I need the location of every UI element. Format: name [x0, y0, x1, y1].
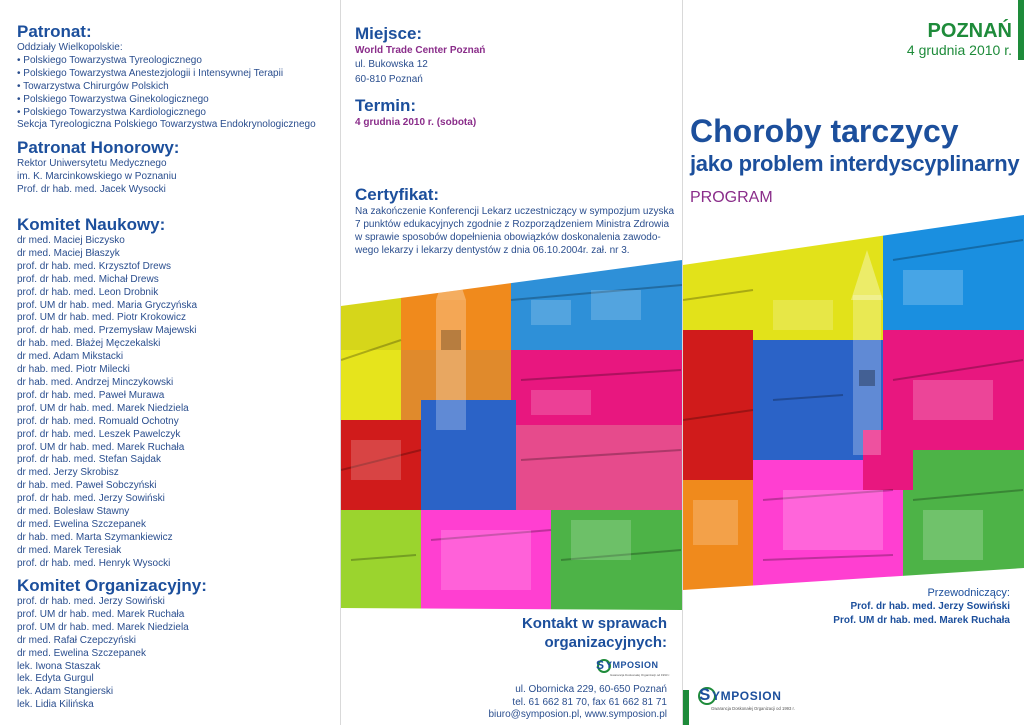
- list-item: dr hab. med. Błażej Męczekalski: [17, 338, 161, 350]
- venue-name: World Trade Center Poznań: [355, 45, 486, 56]
- list-item: dr hab. med. Marta Szymankiewicz: [17, 531, 173, 543]
- list-item: dr hab. med. Andrzej Minczykowski: [17, 376, 174, 388]
- contact-line[interactable]: biuro@symposion.pl, www.symposion.pl: [488, 709, 667, 720]
- list-item: lek. Edyta Gurgul: [17, 673, 94, 685]
- list-item: prof. UM dr hab. med. Marek Niedziela: [17, 402, 189, 414]
- committees-panel: [0, 0, 340, 725]
- list-item: • Polskiego Towarzystwa Kardiologicznego: [17, 106, 206, 118]
- patronat-section: [17, 22, 337, 132]
- symposion-logo-small: [596, 657, 671, 681]
- address-line: ul. Bukowska 12: [355, 59, 428, 70]
- logo-letter: S: [699, 685, 711, 704]
- honorowy-list: [17, 158, 337, 197]
- cover-program: PROGRAM: [690, 189, 773, 206]
- cover-subtitle: jako problem interdyscyplinarny: [690, 151, 1020, 176]
- naukowy-heading: Komitet Naukowy:: [17, 215, 166, 234]
- contact-line: ul. Obornicka 229, 60-650 Poznań: [515, 684, 667, 695]
- symposion-logo-large: [697, 684, 793, 716]
- list-item: prof. dr hab. med. Michał Drews: [17, 273, 159, 285]
- list-item: • Towarzystwa Chirurgów Polskich: [17, 80, 169, 92]
- honorowy-heading: Patronat Honorowy:: [17, 138, 180, 157]
- logo-tagline: Gwarancja Doskonałej Organizacji od 1993 r.: [610, 673, 671, 677]
- logo-name: YMPOSION: [606, 660, 659, 670]
- list-item: im. K. Marcinkowskiego w Poznaniu: [17, 170, 177, 182]
- list-item: dr med. Jerzy Skrobisz: [17, 467, 119, 479]
- list-item: prof. UM dr hab. med. Marek Niedziela: [17, 621, 189, 633]
- city-label: POZNAŃ: [927, 20, 1012, 42]
- list-item: dr med. Ewelina Szczepanek: [17, 647, 146, 659]
- cover-title: Choroby tarczycy: [690, 113, 959, 149]
- list-item: • Polskiego Towarzystwa Anestezjologii i Intensywnej Terapii: [17, 67, 284, 79]
- paragraph-line: 7 punktów edukacyjnych zgodnie z Rozporządzeniem Ministra Zdrowia: [355, 219, 670, 230]
- kontakt-details: [461, 684, 667, 722]
- list-item: • Polskiego Towarzystwa Ginekologicznego: [17, 93, 209, 105]
- list-item: prof. dr hab. med. Jerzy Sowiński: [17, 596, 165, 607]
- list-item: dr med. Bolesław Stawny: [17, 506, 130, 518]
- chairs-block: [833, 586, 1010, 628]
- info-panel: [341, 0, 682, 725]
- address-line: 60-810 Poznań: [355, 74, 423, 85]
- list-item: dr med. Adam Mikstacki: [17, 351, 124, 363]
- cover-panel: [683, 0, 1024, 725]
- kontakt-heading-line: Kontakt w sprawach: [521, 615, 667, 632]
- list-item: prof. dr hab. med. Przemysław Majewski: [17, 325, 197, 337]
- list-item: prof. dr hab. med. Paweł Murawa: [17, 389, 165, 401]
- naukowy-list: [17, 235, 337, 571]
- date-label: 4 grudnia 2010 r.: [906, 42, 1012, 58]
- list-item: prof. UM dr hab. med. Marek Ruchała: [17, 608, 185, 620]
- list-item: prof. dr hab. med. Romuald Ochotny: [17, 415, 179, 427]
- paragraph-line: wego lekarzy i lekarzy dentystów z dnia 06.10.2004r. zał. nr 3.: [355, 245, 630, 256]
- list-item: lek. Iwona Staszak: [17, 660, 101, 672]
- paragraph-line: w sprawie sposobów dopełnienia obowiązków doskonalenia zawodo-: [355, 232, 661, 243]
- list-item: dr hab. med. Paweł Sobczyński: [17, 480, 157, 492]
- list-item: Sekcja Tyreologiczna Polskiego Towarzystwa Endokrynologicznego: [17, 119, 316, 131]
- termin-heading: Termin:: [355, 96, 417, 115]
- list-item: prof. dr hab. med. Leon Drobnik: [17, 286, 159, 298]
- chair-name: Prof. UM dr hab. med. Marek Ruchała: [833, 615, 1010, 626]
- list-item: prof. UM dr hab. med. Maria Gryczyńska: [17, 299, 198, 311]
- organizacyjny-section: [17, 576, 337, 712]
- list-item: prof. dr hab. med. Krzysztof Drews: [17, 260, 171, 272]
- event-date: 4 grudnia 2010 r. (sobota): [355, 117, 477, 128]
- logo-letter: S: [596, 658, 605, 672]
- list-item: Prof. dr hab. med. Jacek Wysocki: [17, 183, 166, 195]
- list-item: lek. Lidia Kilińska: [17, 699, 94, 711]
- logo-name: YMPOSION: [712, 689, 782, 703]
- list-item: lek. Adam Stangierski: [17, 686, 114, 698]
- list-item: • Polskiego Towarzystwa Tyreologicznego: [17, 54, 202, 66]
- organizacyjny-heading: Komitet Organizacyjny:: [17, 576, 207, 595]
- miejsce-heading: Miejsce:: [355, 24, 423, 43]
- list-item: dr med. Marek Teresiak: [17, 544, 122, 556]
- list-item: Rektor Uniwersytetu Medycznego: [17, 158, 167, 169]
- patronat-list: [17, 42, 337, 132]
- paragraph-line: Na zakończenie Konferencji Lekarz uczestniczący w sympozjum uzyska: [355, 206, 675, 217]
- list-item: dr med. Ewelina Szczepanek: [17, 518, 146, 530]
- patronat-heading: Patronat:: [17, 22, 92, 41]
- list-item: prof. UM dr hab. med. Piotr Krokowicz: [17, 312, 186, 324]
- organizacyjny-list: [17, 596, 337, 712]
- list-item: dr hab. med. Piotr Milecki: [17, 364, 130, 376]
- honorowy-section: [17, 138, 337, 197]
- list-item: dr med. Maciej Biczysko: [17, 235, 125, 246]
- list-item: dr med. Maciej Błaszyk: [17, 247, 120, 259]
- list-item: prof. dr hab. med. Jerzy Sowiński: [17, 493, 165, 505]
- chair-name: Prof. dr hab. med. Jerzy Sowiński: [850, 601, 1010, 612]
- list-item: prof. dr hab. med. Leszek Pawelczyk: [17, 428, 181, 440]
- certyfikat-heading: Certyfikat:: [355, 185, 440, 204]
- naukowy-section: [17, 215, 337, 571]
- contact-line: tel. 61 662 81 70, fax 61 662 81 71: [512, 696, 667, 708]
- chairs-label: Przewodniczący:: [927, 587, 1010, 599]
- list-item: Oddziały Wielkopolskie:: [17, 42, 123, 53]
- list-item: dr med. Rafał Czepczyński: [17, 634, 136, 646]
- kontakt-heading-line: organizacyjnych:: [544, 634, 667, 651]
- kontakt-heading: [491, 614, 667, 652]
- logo-tagline: Gwarancja Doskonałej Organizacji od 1993 r.: [711, 706, 795, 711]
- kontakt-section: [491, 614, 667, 652]
- list-item: prof. UM dr hab. med. Marek Ruchała: [17, 441, 185, 453]
- list-item: prof. dr hab. med. Henryk Wysocki: [17, 557, 171, 569]
- list-item: prof. dr hab. med. Stefan Sajdak: [17, 454, 161, 466]
